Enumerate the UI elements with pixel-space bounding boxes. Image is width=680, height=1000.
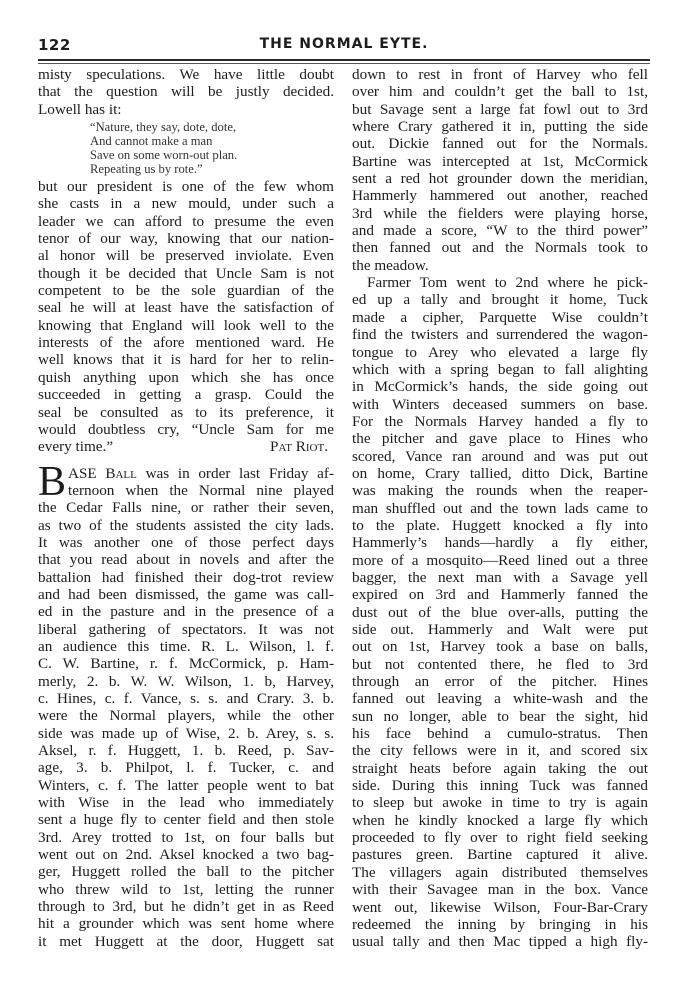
- text-line: but Savage sent a large fat fowl out to 3rd: [352, 100, 648, 118]
- text-line: which with a spring began to fall alighting: [352, 360, 648, 378]
- text-line: Bartine was intercepted at 1st, McCormick: [352, 152, 648, 170]
- text-line: who threw wild to 1st, letting the runner: [38, 880, 334, 898]
- page-number: 122: [38, 36, 71, 54]
- text-line: ger, Huggett rolled the ball to the pitcher: [38, 863, 334, 881]
- text-line: down to rest in front of Harvey who fell: [352, 66, 648, 83]
- text-line: Lowell has it:: [38, 100, 122, 118]
- author-signature: Pat Riot.: [270, 438, 328, 456]
- text-line: more of a mosquito—Reed lined out a three: [352, 551, 648, 569]
- text-line: with Wise in the lead who immediately: [38, 794, 334, 812]
- text-line: hit a grounder which was sent home where: [38, 915, 334, 933]
- text-line: his face behind a cumulo-stratus. Then: [352, 725, 648, 743]
- text-line: The villagers again distributed themselves: [352, 863, 648, 881]
- article-first-line: ASE Ball was in order last Friday af-: [68, 464, 334, 482]
- poem-line: And cannot make a man: [90, 134, 213, 149]
- text-line: on home, Crary tallied, ditto Dick, Bartine: [352, 464, 648, 482]
- text-line: sent a huge fly to center field and then stole: [38, 811, 334, 829]
- text-line: would doubtless cry, “Uncle Sam for me: [38, 420, 334, 438]
- text-line: and had been dismissed, the game was call-: [38, 585, 334, 603]
- text-line: straight heats before again taking the out: [352, 759, 648, 777]
- text-line: knowing that England will look well to the: [38, 316, 334, 334]
- text-line: though it be decided that Uncle Sam is not: [38, 264, 334, 282]
- text-line: find the twisters and surrendered the wagon-: [352, 326, 648, 344]
- text-line: quish anything upon which she has once: [38, 368, 334, 386]
- paragraph-continued: [38, 66, 334, 118]
- text-line: age, 3. b. Philpot, l. f. Tucker, c. and: [38, 759, 334, 777]
- text-line: out. Dickie fanned out for the Normals.: [352, 135, 648, 153]
- text-line: it met Huggett at the door, Huggett sat: [38, 932, 334, 950]
- left-column: [38, 66, 334, 950]
- text-line: the Cedar Falls nine, or rather their seven,: [38, 499, 334, 517]
- text-line: when he kindly knocked a large fly which: [352, 811, 648, 829]
- text-line: For the Normals Harvey handed a fly to: [352, 412, 648, 430]
- text-line: with Winters deceased summers on base.: [352, 395, 648, 413]
- signature-line: [38, 438, 334, 455]
- text-line: where Crary gathered it in, putting the side: [352, 118, 648, 136]
- article-second-line: ternoon when the Normal nine played: [68, 481, 334, 499]
- poem-quotation: [90, 120, 334, 176]
- text-line: competent to be the sole guardian of the: [38, 282, 334, 300]
- text-line: proceeded to fly over to right field seeking: [352, 829, 648, 847]
- text-line: fanned out leaving a white-wash and the: [352, 690, 648, 708]
- text-line: Aksel, r. f. Huggett, 1. b. Reed, p. Sav-: [38, 742, 334, 760]
- paragraph-president: [38, 178, 334, 438]
- text-line: through to 3rd, but he didn’t get in as Reed: [38, 898, 334, 916]
- text-line: merly, 2. b. W. W. Wilson, 1. b, Harvey,: [38, 672, 334, 690]
- poem-line: Save on some worn-out plan.: [90, 148, 238, 163]
- text-line: man shuffled out and the town lads came to: [352, 499, 648, 517]
- text-line: scored, Vance ran around and was put out: [352, 447, 648, 465]
- page-header: [38, 36, 650, 56]
- text-line: ed up a tally and brought it home, Tuck: [352, 291, 648, 309]
- text-line: redeemed the inning by bringing in his: [352, 915, 648, 933]
- poem-line: Repeating us by rote.”: [90, 162, 203, 177]
- text-line: dust out of the blue over-alls, putting the: [352, 603, 648, 621]
- text-line: interests of the afore mentioned ward. He: [38, 334, 334, 352]
- text-line: liberal gathering of spectators. It was not: [38, 620, 334, 638]
- text-line: she casts in a new mould, under such a: [38, 195, 334, 213]
- text-line: and made a score, “W to the third power”: [352, 222, 648, 240]
- text-line: Winters, c. f. The latter people went to bat: [38, 776, 334, 794]
- text-line: as two of the students assisted the city lads.: [38, 516, 334, 534]
- poem-line: “Nature, they say, dote, dote,: [90, 120, 237, 135]
- right-column: [352, 66, 648, 951]
- text-line: c. Hines, c. f. Vance, s. s. and Crary. 3. b.: [38, 690, 334, 707]
- text-line: Farmer Tom went to 2nd where he pick-: [367, 274, 648, 292]
- text-line: seal he will at least have the satisfaction of: [38, 299, 334, 317]
- text-line: tongue to Arey who elevated a large fly: [352, 343, 648, 361]
- text-line: in McCormick’s hands, the side going out: [352, 378, 648, 396]
- text-line: went out, likewise Wilson, Four-Bar-Crary: [352, 898, 648, 916]
- text-line: al honor will be preserved inviolate. Even: [38, 247, 334, 265]
- text-line: C. W. Bartine, r. f. McCormick, p. Ham-: [38, 655, 334, 673]
- text-line: 3rd. Arey trotted to 1st, on four balls but: [38, 828, 334, 846]
- text-line: sent a red hot grounder down the meridian,: [352, 170, 648, 188]
- text-line: that you read about in novels and after the: [38, 551, 334, 569]
- text-line: well knows that it is hard for her to relin-: [38, 351, 334, 369]
- drop-cap: B: [38, 458, 67, 505]
- text-line: that the question will be justly decided.: [38, 83, 334, 101]
- text-line: out on 1st, Harvey took a base on balls,: [352, 638, 648, 656]
- text-line: made a cipher, Parquette Wise couldn’t: [352, 308, 648, 326]
- text-line: ed in the pasture and in the presence of a: [38, 603, 334, 621]
- text-line: 3rd while the fielders were playing horse,: [352, 204, 648, 222]
- header-rule: [38, 59, 650, 64]
- text-line: an audience this time. R. L. Wilson, l. f.: [38, 637, 334, 655]
- text-line: the pitcher and gave place to Hines who: [352, 430, 648, 448]
- text-line: was making the rounds when the reaper-: [352, 482, 648, 500]
- text-line: Hammerly hammered out another, reached: [352, 187, 648, 205]
- text-line: side out. Hammerly and Walt were put: [352, 621, 648, 638]
- text-line: bagger, the next man with a Savage yell: [352, 568, 648, 586]
- text-line: sun no longer, able to bear the sight, hid: [352, 707, 648, 725]
- text-line: then fanned out and the Normals took to: [352, 239, 648, 257]
- text-line: leader we can afford to presume the even: [38, 212, 334, 230]
- text-line: side. During this inning Tuck was fanned: [352, 777, 648, 795]
- text-line: were the Normal players, while the other: [38, 707, 334, 725]
- text-line: went out on 2nd. Aksel knocked a two bag-: [38, 846, 334, 864]
- text-line: over him and couldn’t get the ball to 1st,: [352, 83, 648, 101]
- text-line: but our president is one of the few whom: [38, 178, 334, 196]
- text-line: seal be consulted as to its preference, it: [38, 403, 334, 421]
- text-line: pastures green. Bartine captured it alive.: [352, 846, 648, 864]
- text-line: It was another one of those perfect days: [38, 533, 334, 551]
- base-ball-article: [38, 458, 334, 951]
- text-line: to the plate. Huggett knocked a fly into: [352, 516, 648, 534]
- closing-text: every time.”: [38, 438, 114, 456]
- text-line: Hammerly’s hands—hardly a fly either,: [352, 534, 648, 552]
- text-line: succeeded in getting a grasp. Could the: [38, 386, 334, 404]
- text-line: through an error of the pitcher. Hines: [352, 673, 648, 691]
- text-line: with their Savagee man in the box. Vance: [352, 881, 648, 899]
- running-title: THE NORMAL EYTE.: [259, 36, 429, 52]
- text-line: but not contented there, he fled to 3rd: [352, 655, 648, 673]
- paragraph-game-continued: [352, 66, 648, 274]
- text-line: to sleep but awoke in time to try is again: [352, 794, 648, 812]
- text-line: tenor of our way, knowing that our nation-: [38, 230, 334, 248]
- text-line: the city fellows were in it, and scored six: [352, 742, 648, 760]
- text-line: usual tally and then Mac tipped a high fly-: [352, 933, 648, 951]
- text-line: expired on 3rd and Hammerly fanned the: [352, 586, 648, 604]
- text-line: battalion had finished their dog-trot review: [38, 568, 334, 586]
- paragraph-farmer-tom: [352, 274, 648, 950]
- text-line: the meadow.: [352, 256, 429, 274]
- text-line: misty speculations. We have little doubt: [38, 66, 334, 83]
- text-line: side was made up of Wise, 2. b. Arey, s. s.: [38, 724, 334, 742]
